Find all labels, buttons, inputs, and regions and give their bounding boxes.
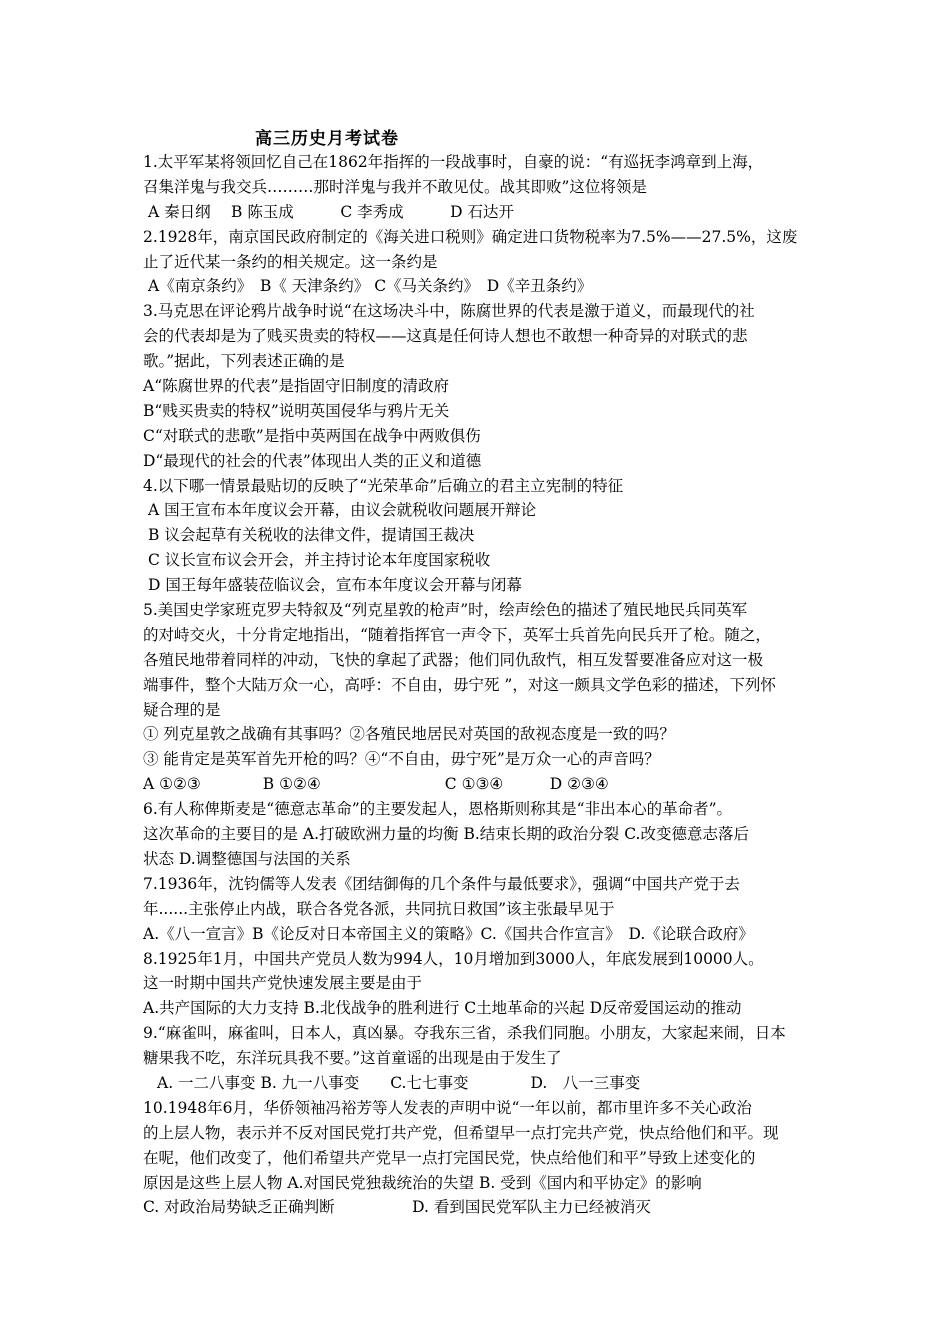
question-4-line: 4.以下哪一情景最贴切的反映了“光荣革命”后确立的君主立宪制的特征 bbox=[143, 476, 624, 495]
question-10-options: C. 对政治局势缺乏正确判断 D. 看到国民党军队主力已经被消灭 bbox=[143, 1198, 651, 1217]
question-6-line: 状态 D.调整德国与法国的关系 bbox=[143, 849, 351, 868]
question-3-line: 3.马克思在评论鸦片战争时说“在这场决斗中，陈腐世界的代表是激于道义，而最现代的社 bbox=[143, 302, 755, 321]
exam-title: 高三历史月考试卷 bbox=[255, 129, 399, 149]
question-7-line: 年......主张停止内战，联合各党各派，共同抗日救国”该主张最早见于 bbox=[143, 899, 615, 918]
question-3-option-b: B“贱买贵卖的特权”说明英国侵华与鸦片无关 bbox=[143, 401, 450, 420]
question-4-option-b: B 议会起草有关税收的法律文件，提请国王裁决 bbox=[148, 526, 475, 545]
question-7-line: 7.1936年，沈钧儒等人发表《团结御侮的几个条件与最低要求》，强调“中国共产党于去 bbox=[143, 874, 740, 893]
question-8-line: 8.1925年1月，中国共产党员人数为994人，10月增加到3000人，年底发展到10000人。 bbox=[143, 949, 764, 968]
question-5-line: 各殖民地带着同样的冲动，飞快的拿起了武器；他们同仇敌忾，相互发誓要准备应对这一极 bbox=[143, 650, 764, 669]
question-9-line: 9.“麻雀叫，麻雀叫，日本人，真凶暴。夺我东三省，杀我们同胞。小朋友，大家起来闹，日本 bbox=[143, 1024, 786, 1043]
question-10-line: 在呢，他们改变了，他们希望共产党早一点打完国民党，快点给他们和平”导致上述变化的 bbox=[143, 1148, 756, 1167]
question-2-line: 止了近代某一条约的相关规定。这一条约是 bbox=[143, 252, 438, 271]
question-9-options: A. 一二八事变 B. 九一八事变 C.七七事变 D. 八一三事变 bbox=[157, 1073, 641, 1092]
question-3-option-d: D“最现代的社会的代表”体现出人类的正义和道德 bbox=[143, 451, 482, 470]
exam-body bbox=[143, 150, 813, 1220]
question-5-statements: ① 列克星敦之战确有其事吗？②各殖民地居民对英国的敌视态度是一致的吗？ bbox=[143, 725, 675, 744]
question-3-line: 歌。”据此，下列表述正确的是 bbox=[143, 352, 345, 371]
question-8-line: 这一时期中国共产党快速发展主要是由于 bbox=[143, 974, 423, 993]
question-6-line: 6.有人称俾斯麦是“德意志革命”的主要发起人，恩格斯则称其是“非出本心的革命者”。 bbox=[143, 800, 732, 819]
question-5-options: A ①②③ B ①②④ C ①③④ D ②③④ bbox=[143, 775, 609, 794]
question-5-line: 疑合理的是 bbox=[143, 700, 221, 719]
question-3-option-a: A“陈腐世界的代表”是指固守旧制度的清政府 bbox=[143, 377, 450, 396]
question-3-option-c: C“对联式的悲歌”是指中英两国在战争中两败俱伤 bbox=[143, 426, 481, 445]
question-7-options: A.《八一宣言》B《论反对日本帝国主义的策略》C.《国共合作宣言》 D.《论联合政府》 bbox=[143, 924, 754, 943]
question-8-options: A.共产国际的大力支持 B.北伐战争的胜利进行 C土地革命的兴起 D反帝爱国运动的推动 bbox=[143, 999, 742, 1018]
question-5-line: 5.美国史学家班克罗夫特叙及“列克星敦的枪声”时，绘声绘色的描述了殖民地民兵同英军 bbox=[143, 601, 748, 620]
question-5-statements: ③ 能肯定是英军首先开枪的吗？④“不自由，毋宁死”是万众一心的声音吗？ bbox=[143, 750, 660, 769]
question-5-line: 的对峙交火，十分肯定地指出，“随着指挥官一声令下，英军士兵首先向民兵开了枪。随之， bbox=[143, 625, 771, 644]
question-3-line: 会的代表却是为了贱买贵卖的特权——这真是任何诗人想也不敢想一种奇异的对联式的悲 bbox=[143, 327, 748, 346]
question-4-option-a: A 国王宣布本年度议会开幕，由议会就税收问题展开辩论 bbox=[148, 501, 537, 520]
question-1-line: 1.太平军某将领回忆自己在1862年指挥的一段战事时，自豪的说：“有巡抚李鸿章到上海， bbox=[143, 153, 764, 171]
question-10-line: 原因是这些上层人物 A.对国民党独裁统治的失望 B. 受到《国内和平协定》的影响 bbox=[143, 1173, 702, 1192]
question-5-line: 端事件，整个大陆万众一心，高呼：不自由，毋宁死 ”，对这一颇具文学色彩的描述，下列怀 bbox=[143, 675, 776, 694]
question-10-line: 的上层人物，表示并不反对国民党打共产党，但希望早一点打完共产党，快点给他们和平。现 bbox=[143, 1123, 779, 1142]
question-9-line: 糖果我不吃，东洋玩具我不要。”这首童谣的出现是由于发生了 bbox=[143, 1049, 562, 1068]
question-1-line: 召集洋鬼与我交兵………那时洋鬼与我并不敢见仗。战其即败”这位将领是 bbox=[143, 177, 647, 196]
question-2-options: A《南京条约》 B《 天津条约》 C《马关条约》 D《辛丑条约》 bbox=[148, 277, 593, 296]
question-4-option-c: C 议长宣布议会开会，并主持讨论本年度国家税收 bbox=[148, 551, 491, 570]
question-2-line: 2.1928年，南京国民政府制定的《海关进口税则》确定进口货物税率为7.5%——27.5%，这废 bbox=[143, 227, 798, 246]
question-10-line: 10.1948年6月，华侨领袖冯裕芳等人发表的声明中说“一年以前，都市里许多不关心政治 bbox=[143, 1098, 752, 1117]
question-1-options: A 秦日纲 B 陈玉成 C 李秀成 D 石达开 bbox=[148, 202, 515, 221]
question-4-option-d: D 国王每年盛装莅临议会，宣布本年度议会开幕与闭幕 bbox=[148, 576, 522, 595]
question-6-line: 这次革命的主要目的是 A.打破欧洲力量的均衡 B.结束长期的政治分裂 C.改变德意志落后 bbox=[143, 825, 749, 844]
